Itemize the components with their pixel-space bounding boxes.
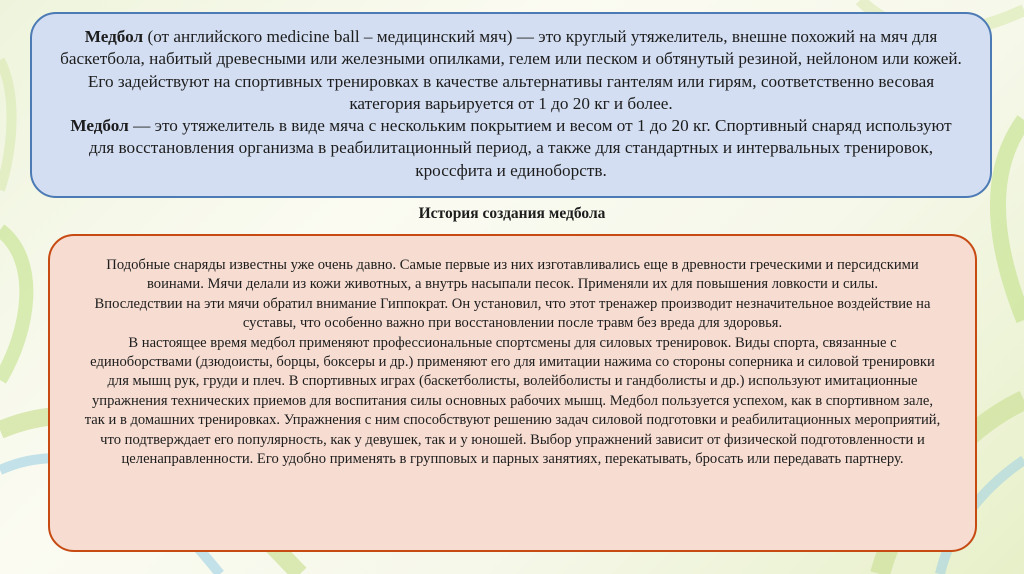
definition-term-1: Медбол [84, 27, 144, 46]
history-paragraph-3: В настоящее время медбол применяют профессиональные спортсмены для силовых тренировок. Виды спорта, связанные с единоборствами (дзюдоисты, борцы, боксеры и др.) применяют его для имитации нажима со стороны соперника и силовой тренировки для мышц рук, груди и плеч. В спортивных играх (баскетболисты, волейболисты и гандболисты и др.) используют имитационные упражнения технических приемов для воспитания силы основных рабочих мышц. Медбол пользуется успехом, как в спортивном зале, так и в домашних тренировках. Упражнения с ним способствуют решению задач силовой подготовки и реабилитационных мероприятий, что подтверждает его популярность, как у девушек, так и у юношей. Выбор упражнений зависит от физической подготовленности и целенаправленности. Его удобно применять в групповых и парных занятиях, перекатывать, бросать или передавать партнеру. [84, 334, 941, 468]
history-box [48, 234, 977, 552]
history-paragraph-2: Впоследствии на эти мячи обратил внимание Гиппократ. Он установил, что этот тренажер производит незначительное воздействие на суставы, что особенно важно при восстановлении после травм без вреда для здоровья. [94, 295, 931, 332]
definition-text-2: — это утяжелитель в виде мяча с нескольким покрытием и весом от 1 до 20 кг. Спортивный снаряд используют для восстановления организма в реабилитационный период, а также для стандартных и интервальных тренировок, кроссфита и единоборств. [88, 116, 952, 180]
history-paragraph-1: Подобные снаряды известны уже очень давно. Самые первые из них изготавливались еще в древности греческими и персидскими воинами. Мячи делали из кожи животных, а внутрь насыпали песок. Применяли их для повышения ловкости и силы. [106, 257, 919, 293]
definition-paragraph-1 [60, 26, 962, 115]
definition-paragraph-2 [60, 115, 962, 182]
definition-box [30, 12, 992, 198]
section-heading: История создания медбола [418, 205, 606, 222]
definition-text-1: (от английского medicine ball – медицинский мяч) — это круглый утяжелитель, внешне похожий на мяч для баскетбола, набитый древесными или железными опилками, гелем или песком и обтянутый резиной, нейлоном или кожей. Его задействуют на спортивных тренировках в качестве альтернативы гантелям или гирям, соответственно весовая категория варьируется от 1 до 20 кг и более. [60, 27, 962, 113]
definition-term-2: Медбол [70, 116, 129, 136]
